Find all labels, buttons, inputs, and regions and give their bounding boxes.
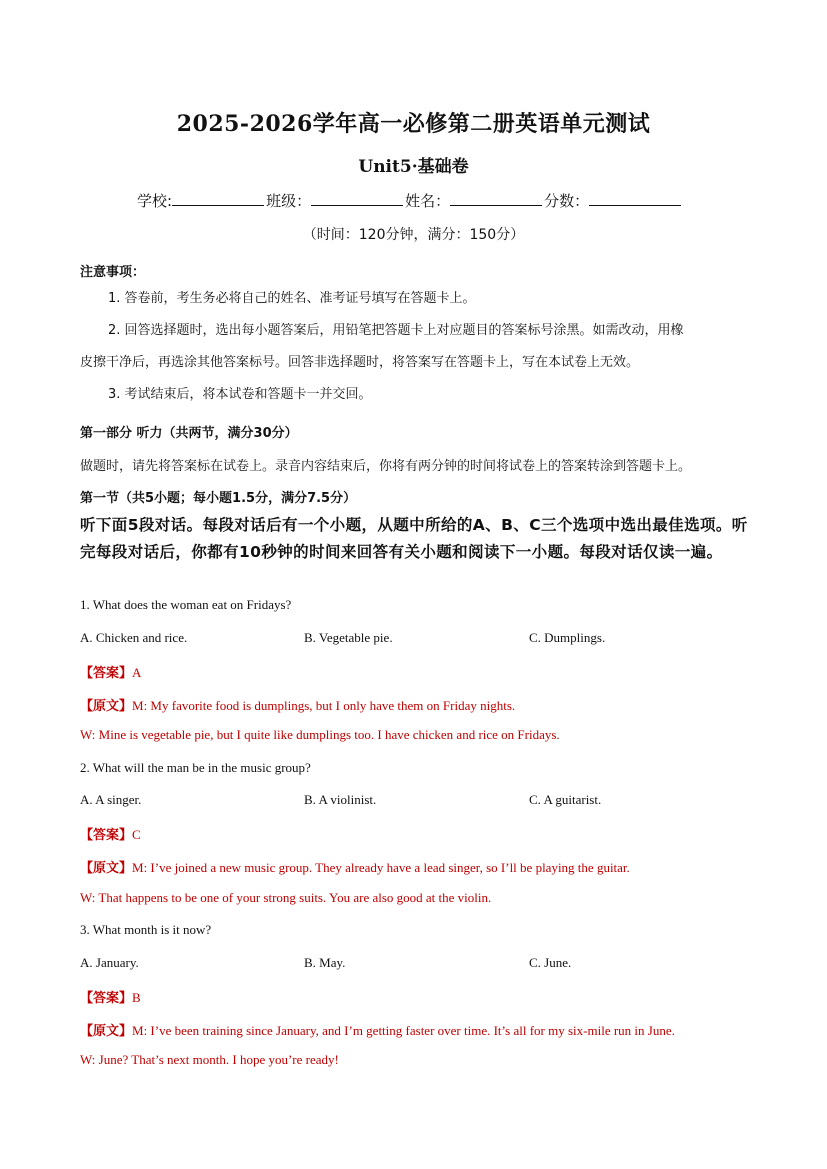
notice-item-2: 2. 回答选择题时，选出每小题答案后，用铅笔把答题卡上对应题目的答案标号涂黑。如需改动，用橡 — [108, 323, 684, 338]
q2-text-line1: M: I’ve joined a new music group. They already have a lead singer, so I’ll be playing the guitar. — [132, 860, 630, 875]
name-blank[interactable] — [450, 191, 542, 206]
q1-option-c: C. Dumplings. — [529, 630, 606, 645]
q3-option-a: A. January. — [80, 955, 139, 970]
section1-title: 第一节（共5小题；每小题1.5分，满分7.5分） — [80, 491, 357, 506]
part1-title: 第一部分 听力（共两节，满分30分） — [80, 426, 298, 441]
notice-item-2-cont: 皮擦干净后，再选涂其他答案标号。回答非选择题时，将答案写在答题卡上，写在本试卷上无效。 — [80, 355, 640, 370]
q3-option-c: C. June. — [529, 955, 572, 970]
q3-text-line1: M: I’ve been training since January, and I’m getting faster over time. It’s all for my six-mile run in June. — [132, 1023, 675, 1038]
q2-transcript-2: W: That happens to be one of your strong suits. You are also good at the violin. — [80, 890, 492, 905]
q1-text-line1: M: My favorite food is dumplings, but I only have them on Friday nights. — [132, 698, 516, 713]
q2-answer-value: C — [132, 827, 141, 842]
q2-option-c: C. A guitarist. — [529, 792, 602, 807]
score-blank[interactable] — [589, 191, 681, 206]
q1-answer-value: A — [132, 665, 142, 680]
class-label: 班级： — [266, 192, 312, 210]
q2-answer-tag: 【答案】 — [80, 828, 133, 843]
q1-text-tag: 【原文】 — [80, 699, 133, 714]
notice-item-3: 3. 考试结束后，将本试卷和答题卡一并交回。 — [108, 387, 372, 402]
student-info-row — [137, 190, 697, 211]
q1-option-a: A. Chicken and rice. — [80, 630, 188, 645]
notice-list — [80, 283, 750, 411]
q3-answer — [80, 987, 141, 1006]
q2-text-tag: 【原文】 — [80, 861, 133, 876]
time-limit-line: （时间：120分钟，满分：150分） — [302, 227, 525, 243]
q3-answer-tag: 【答案】 — [80, 991, 133, 1006]
page-title: 2025-2026学年高一必修第二册英语单元测试 — [176, 111, 651, 137]
q1-transcript-2: W: Mine is vegetable pie, but I quite like dumplings too. I have chicken and rice on Fridays. — [80, 727, 560, 742]
q2-option-a: A. A singer. — [80, 792, 142, 807]
notice-title: 注意事项： — [80, 265, 146, 280]
q1-option-b: B. Vegetable pie. — [304, 630, 393, 645]
school-blank[interactable] — [172, 191, 264, 206]
question-2-stem: 2. What will the man be in the music group? — [80, 760, 311, 775]
q2-transcript-1 — [80, 857, 630, 876]
page-subtitle: Unit5·基础卷 — [358, 157, 469, 177]
part1-desc: 做题时，请先将答案标在试卷上。录音内容结束后，你将有两分钟的时间将试卷上的答案转涂到答题卡上。 — [80, 459, 692, 474]
notice-item-1: 1. 答卷前，考生务必将自己的姓名、准考证号填写在答题卡上。 — [108, 291, 476, 306]
class-blank[interactable] — [311, 191, 403, 206]
q1-answer — [80, 662, 141, 681]
question-3-stem: 3. What month is it now? — [80, 922, 212, 937]
q1-answer-tag: 【答案】 — [80, 666, 133, 681]
listening-instructions: 听下面5段对话。每段对话后有一个小题，从题中所给的A、B、C三个选项中选出最佳选项。听完每段对话后，你都有10秒钟的时间来回答有关小题和阅读下一小题。每段对话仅读一遍。 — [80, 516, 748, 561]
q3-answer-value: B — [132, 990, 141, 1005]
name-label: 姓名： — [405, 192, 451, 210]
q2-option-b: B. A violinist. — [304, 792, 377, 807]
q1-transcript-1 — [80, 695, 515, 714]
question-1-stem: 1. What does the woman eat on Fridays? — [80, 597, 292, 612]
q3-transcript-1 — [80, 1020, 675, 1039]
q3-transcript-2: W: June? That’s next month. I hope you’re ready! — [80, 1052, 339, 1067]
q3-text-tag: 【原文】 — [80, 1024, 133, 1039]
score-label: 分数： — [544, 192, 590, 210]
q3-option-b: B. May. — [304, 955, 346, 970]
q2-answer — [80, 824, 141, 843]
school-label: 学校: — [137, 192, 173, 210]
